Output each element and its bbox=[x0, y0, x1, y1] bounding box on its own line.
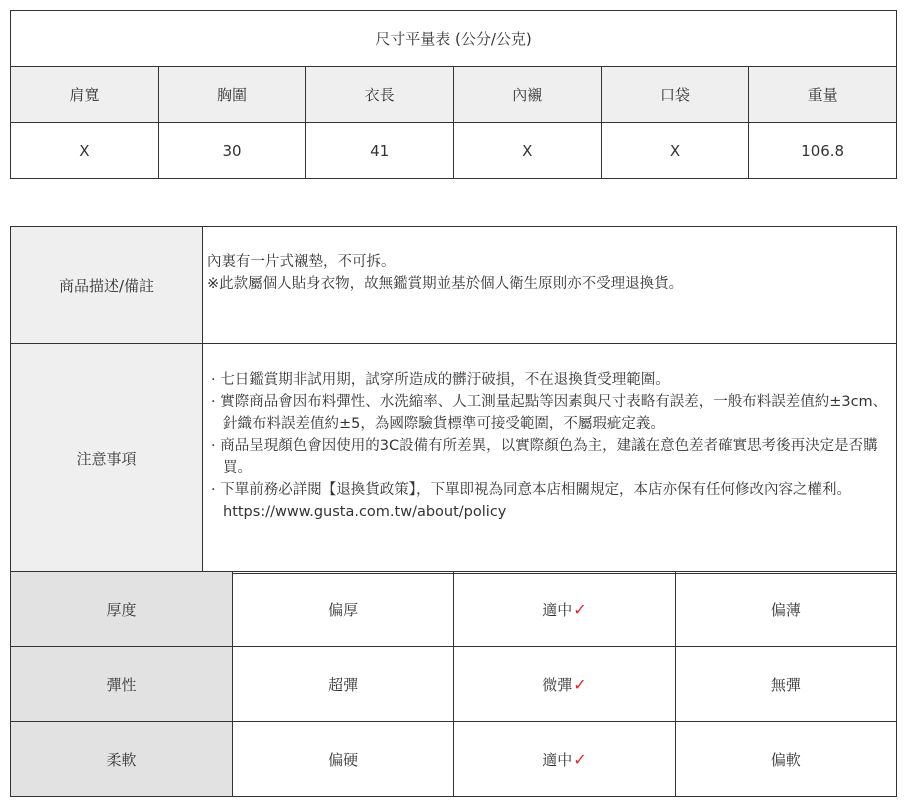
value-pocket: X bbox=[601, 123, 749, 179]
check-icon: ✓ bbox=[573, 749, 587, 769]
note-item: · 下單前務必詳閱【退換貨政策】，下單即視為同意本店相關規定，本店亦保有任何修改內容之權利。https://www.gusta.com.tw/about/policy bbox=[211, 482, 851, 520]
header-pocket: 口袋 bbox=[601, 67, 749, 123]
feel-row-elasticity bbox=[11, 647, 897, 722]
size-value-row bbox=[11, 123, 897, 179]
description-label: 商品描述/備註 bbox=[11, 227, 203, 344]
note-item: · 七日鑑賞期非試用期，試穿所造成的髒汙破損，不在退換貨受理範圍。 bbox=[211, 372, 670, 388]
feel-option: 偏硬 bbox=[233, 722, 454, 797]
header-shoulder: 肩寬 bbox=[11, 67, 159, 123]
fabric-feel-table bbox=[10, 571, 897, 797]
feel-label-softness: 柔軟 bbox=[11, 722, 233, 797]
feel-option: 偏薄 bbox=[675, 572, 896, 647]
description-line: 內裏有一片式襯墊，不可拆。 bbox=[207, 254, 396, 270]
header-lining: 內襯 bbox=[453, 67, 601, 123]
size-header-row bbox=[11, 67, 897, 123]
description-content bbox=[203, 227, 897, 344]
header-chest: 胸圍 bbox=[158, 67, 306, 123]
header-weight: 重量 bbox=[749, 67, 897, 123]
feel-row-softness bbox=[11, 722, 897, 797]
description-row bbox=[11, 227, 897, 344]
feel-option-selected: 微彈✓ bbox=[454, 647, 675, 722]
note-item: · 商品呈現顏色會因使用的3C設備有所差異，以實際顏色為主，建議在意色差者確實思考後再決定是否購買。 bbox=[211, 438, 878, 476]
feel-option: 偏厚 bbox=[233, 572, 454, 647]
feel-option-selected: 適中✓ bbox=[454, 722, 675, 797]
notes-content bbox=[203, 344, 897, 574]
notes-row bbox=[11, 344, 897, 574]
feel-label-elasticity: 彈性 bbox=[11, 647, 233, 722]
notes-label: 注意事項 bbox=[11, 344, 203, 574]
value-shoulder: X bbox=[11, 123, 159, 179]
feel-row-thickness bbox=[11, 572, 897, 647]
size-table-title: 尺寸平量表 (公分/公克) bbox=[11, 11, 897, 67]
description-table bbox=[10, 226, 897, 574]
feel-option: 超彈 bbox=[233, 647, 454, 722]
feel-label-thickness: 厚度 bbox=[11, 572, 233, 647]
value-chest: 30 bbox=[158, 123, 306, 179]
note-item: · 實際商品會因布料彈性、水洗縮率、人工測量起點等因素與尺寸表略有誤差，一般布料誤差值約±3cm、針織布料誤差值約±5，為國際驗貨標準可接受範圍，不屬瑕疵定義。 bbox=[211, 394, 888, 432]
value-length: 41 bbox=[306, 123, 454, 179]
header-length: 衣長 bbox=[306, 67, 454, 123]
feel-option-selected: 適中✓ bbox=[454, 572, 675, 647]
feel-option: 偏軟 bbox=[675, 722, 896, 797]
check-icon: ✓ bbox=[573, 599, 587, 619]
check-icon: ✓ bbox=[573, 674, 587, 694]
value-lining: X bbox=[453, 123, 601, 179]
size-table bbox=[10, 10, 897, 179]
description-line: ※此款屬個人貼身衣物，故無鑑賞期並基於個人衛生原則亦不受理退換貨。 bbox=[207, 276, 684, 292]
feel-option: 無彈 bbox=[675, 647, 896, 722]
value-weight: 106.8 bbox=[749, 123, 897, 179]
